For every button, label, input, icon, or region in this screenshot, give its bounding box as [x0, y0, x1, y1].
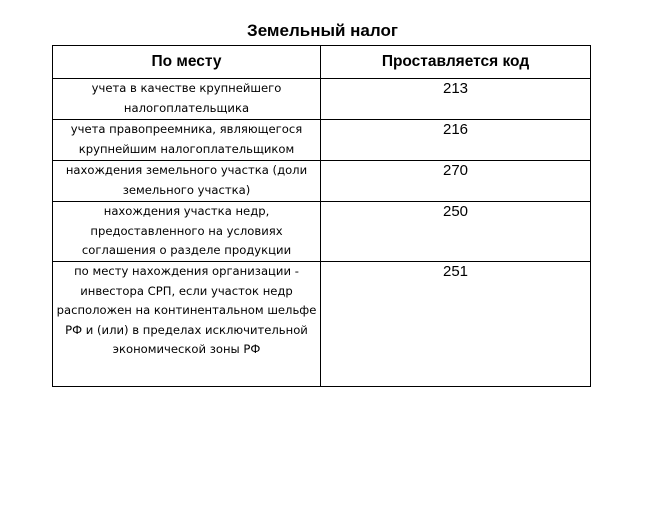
table-row: [53, 161, 591, 202]
code-cell: 216: [321, 120, 591, 161]
table-row: [53, 79, 591, 120]
code-cell: 213: [321, 79, 591, 120]
header-code: Проставляется код: [321, 46, 591, 79]
code-cell: 270: [321, 161, 591, 202]
place-cell: учета правопреемника, являющегося крупнейшим налогоплательщиком: [53, 120, 321, 161]
table-row: [53, 120, 591, 161]
place-cell: учета в качестве крупнейшего налогоплательщика: [53, 79, 321, 120]
place-cell: по месту нахождения организации - инвестора СРП, если участок недр расположен на континентальном шельфе РФ и (или) в пределах исключительной экономической зоны РФ: [53, 262, 321, 387]
table-header-row: [53, 46, 591, 79]
place-cell: нахождения земельного участка (доли земельного участка): [53, 161, 321, 202]
page-title: Земельный налог: [247, 21, 398, 40]
header-place: По месту: [53, 46, 321, 79]
code-cell: 251: [321, 262, 591, 387]
table-row: [53, 202, 591, 262]
place-cell: нахождения участка недр, предоставленного на условиях соглашения о разделе продукции: [53, 202, 321, 262]
code-cell: 250: [321, 202, 591, 262]
table-row: [53, 262, 591, 387]
land-tax-code-table: [52, 45, 591, 387]
